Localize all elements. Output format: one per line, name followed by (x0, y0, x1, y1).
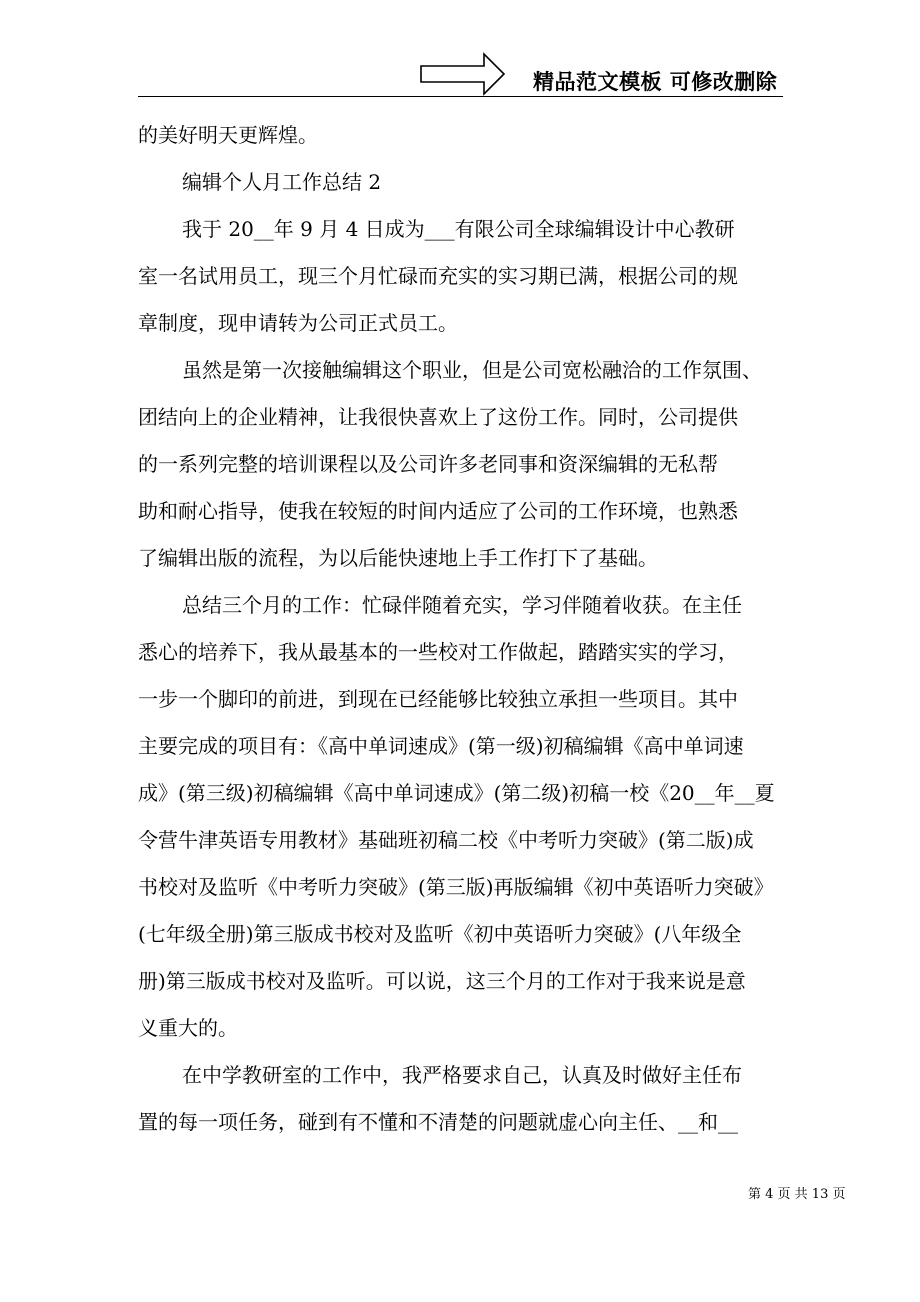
text-line: 一步一个脚印的前进，到现在已经能够比较独立承担一些项目。其中 (138, 687, 738, 711)
text-line: 置的每一项任务，碰到有不懂和不清楚的问题就虚心向主任、__和__ (138, 1110, 738, 1134)
header-title: 精品范文模板 可修改删除 (533, 70, 778, 94)
text-line: 的美好明天更辉煌。 (138, 123, 318, 147)
paragraph-first-line: 我于 20__年 9 月 4 日成为___有限公司全球编辑设计中心教研 (182, 217, 735, 241)
page-header (0, 0, 920, 100)
text-line: 了编辑出版的流程，为以后能快速地上手工作打下了基础。 (138, 546, 658, 570)
paragraph-first-line: 总结三个月的工作：忙碌伴随着充实，学习伴随着收获。在主任 (182, 593, 742, 617)
header-divider (138, 96, 783, 97)
text-line: (七年级全册)第三版成书校对及监听《初中英语听力突破》(八年级全 (138, 922, 742, 946)
text-line: 悉心的培养下，我从最基本的一些校对工作做起，踏踏实实的学习， (138, 640, 738, 664)
text-line: 书校对及监听《中考听力突破》(第三版)再版编辑《初中英语听力突破》 (138, 875, 774, 899)
text-line: 令营牛津英语专用教材》基础班初稿二校《中考听力突破》(第二版)成 (138, 828, 754, 852)
paragraph-first-line: 虽然是第一次接触编辑这个职业，但是公司宽松融洽的工作氛围、 (182, 358, 762, 382)
text-line: 室一名试用员工，现三个月忙碌而充实的实习期已满，根据公司的规 (138, 264, 738, 288)
text-line: 册)第三版成书校对及监听。可以说，这三个月的工作对于我来说是意 (138, 969, 746, 993)
text-line: 章制度，现申请转为公司正式员工。 (138, 311, 458, 335)
document-body (138, 112, 788, 1146)
text-line: 助和耐心指导，使我在较短的时间内适应了公司的工作环境，也熟悉 (138, 499, 738, 523)
text-line: 团结向上的企业精神，让我很快喜欢上了这份工作。同时，公司提供 (138, 405, 738, 429)
paragraph-first-line: 编辑个人月工作总结 2 (182, 170, 382, 194)
text-line: 成》(第三级)初稿编辑《高中单词速成》(第二级)初稿一校《20__年__夏 (138, 781, 775, 805)
paragraph-first-line: 在中学教研室的工作中，我严格要求自己，认真及时做好主任布 (182, 1063, 742, 1087)
page-number: 第 4 页 共 13 页 (748, 1187, 846, 1202)
text-line: 的一系列完整的培训课程以及公司许多老同事和资深编辑的无私帮 (138, 452, 718, 476)
text-line: 主要完成的项目有：《高中单词速成》(第一级)初稿编辑《高中单词速 (138, 734, 744, 758)
text-line: 义重大的。 (138, 1016, 238, 1040)
right-arrow-outline-icon (420, 52, 506, 96)
